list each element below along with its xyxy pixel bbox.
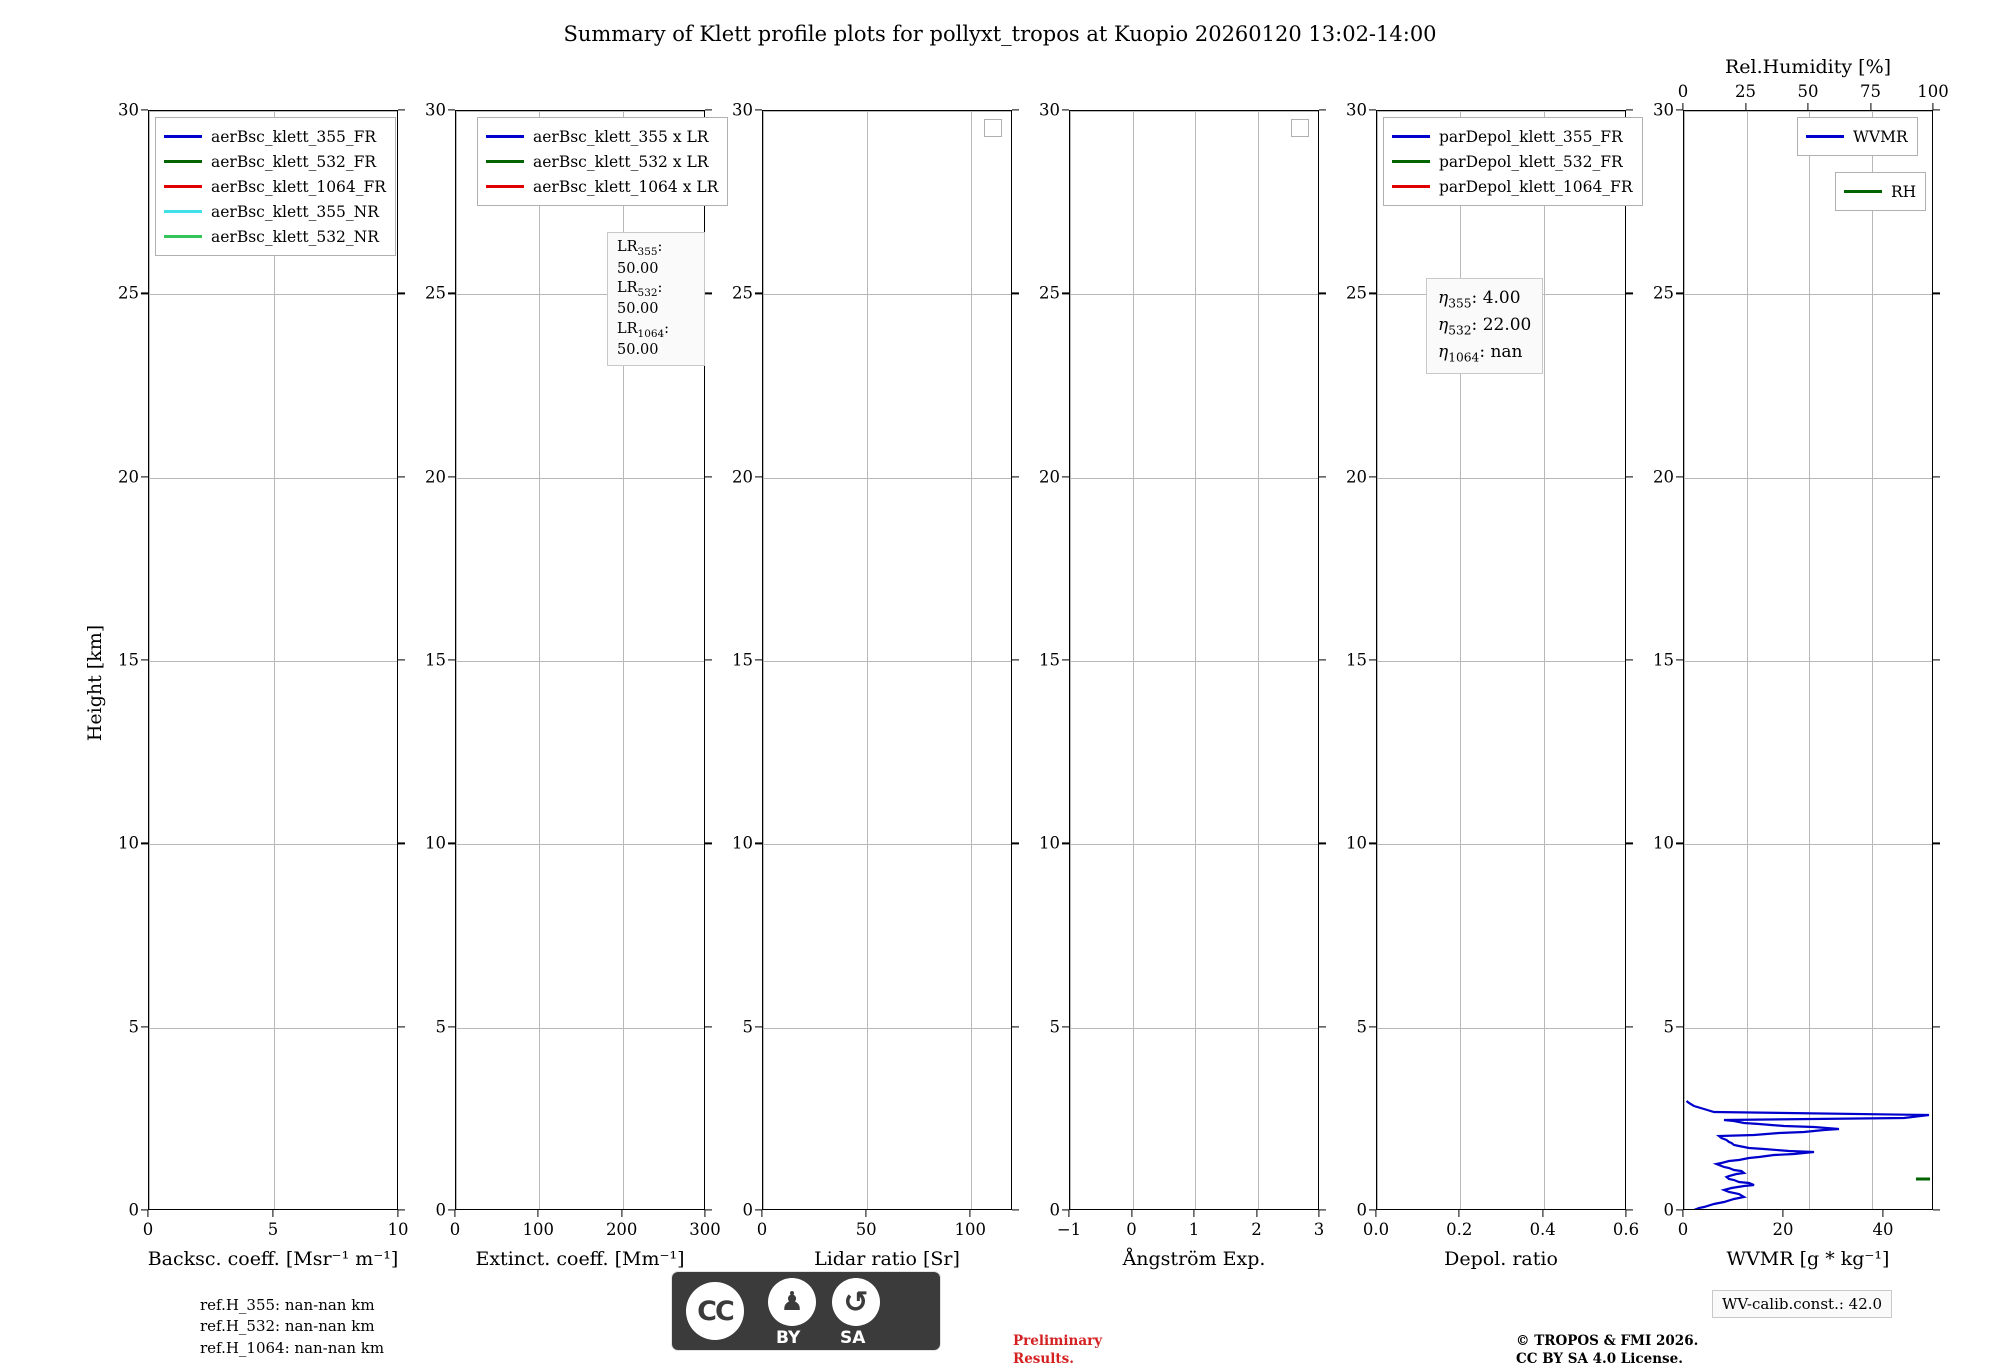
legend-label: aerBsc_klett_1064 x LR: [533, 177, 719, 196]
ytick-label: 25: [1653, 283, 1674, 303]
panel-lidar-ratio: [732, 100, 1012, 1270]
panel-wvmr-rh: [1653, 56, 1949, 1270]
x-axis-label-lidar-ratio: Lidar ratio [Sr]: [814, 1248, 960, 1270]
cc-license-badge: [672, 1272, 940, 1350]
ytick-label: 10: [1039, 833, 1060, 853]
ref-h-1064: ref.H_1064: nan-nan km: [200, 1338, 385, 1357]
legend-label: parDepol_klett_532_FR: [1439, 152, 1623, 171]
legend-depol-ratio: [1383, 117, 1643, 206]
ytick-label: 20: [118, 467, 139, 487]
wv-calibration-note: WV-calib.const.: 42.0: [1712, 1290, 1892, 1318]
ytick-label: 10: [732, 833, 753, 853]
lr355-row: $LR_{355}$: 50.00: [617, 239, 663, 277]
ytick-label: 15: [1039, 650, 1060, 670]
xtick-label: 2: [1251, 1220, 1262, 1239]
xtick-label: 100: [954, 1220, 987, 1239]
xtick-label: 300: [689, 1220, 721, 1239]
legend-item: [1844, 179, 1916, 204]
ytick-label: 5: [128, 1017, 139, 1037]
ref-h-532: ref.H_532: nan-nan km: [200, 1317, 375, 1336]
xtick-label: 0: [449, 1220, 461, 1239]
legend-label: parDepol_klett_355_FR: [1439, 127, 1623, 146]
lr355-value: 50.00: [617, 260, 659, 277]
figure-title: Summary of Klett profile plots for pollyxt_tropos at Kuopio 20260120 13:02-14:00: [563, 22, 1437, 46]
cc-sa-share-alike-icon: ↺: [832, 1278, 880, 1326]
legend-label: aerBsc_klett_1064_FR: [211, 177, 386, 196]
legend-label: RH: [1891, 182, 1917, 201]
xtick-label: 1: [1188, 1220, 1200, 1239]
ytick-label: 0: [1663, 1200, 1674, 1220]
cc-by-person-icon: ♟: [768, 1278, 816, 1326]
ytick-label: 10: [118, 833, 139, 853]
ytick-label: 25: [732, 283, 753, 303]
ytick-label: 5: [742, 1017, 753, 1037]
plot-area-angstrom: [1069, 110, 1319, 1210]
xtick-label: 5: [267, 1220, 279, 1239]
eta1064-value: nan: [1490, 341, 1523, 362]
xtick-label: −1: [1056, 1220, 1082, 1239]
top-xtick-label: 50: [1797, 82, 1819, 101]
legend-angstrom-empty: [1291, 119, 1309, 137]
top-xtick-label: 0: [1677, 82, 1689, 101]
plot-area-lidar-ratio: [762, 110, 1012, 1210]
rh-series-curve: [1684, 111, 1933, 1210]
lr532-value: 50.00: [617, 301, 659, 318]
preliminary-results-note: [1013, 1332, 1102, 1368]
legend-rh: [1835, 172, 1926, 211]
ytick-label: 25: [118, 283, 139, 303]
eta1064-row: $\eta_{1064}$: nan: [1438, 341, 1523, 364]
ytick-label: 10: [425, 833, 446, 853]
ytick-label: 30: [732, 100, 753, 120]
xtick-label: 0.6: [1612, 1220, 1640, 1239]
y-axis-label: Height [km]: [84, 624, 106, 742]
panel-extinction: [425, 100, 721, 1270]
ytick-label: 20: [1346, 467, 1367, 487]
ytick-label: 5: [1049, 1017, 1060, 1037]
legend-label: aerBsc_klett_532 x LR: [533, 152, 709, 171]
lr1064-value: 50.00: [617, 342, 659, 359]
top-xtick-label: 75: [1860, 82, 1881, 101]
top-xtick-label: 25: [1735, 82, 1756, 101]
legend-swatch-532fr: [164, 160, 202, 162]
ytick-label: 30: [1653, 100, 1674, 120]
copyright-line-2: CC BY SA 4.0 License.: [1516, 1351, 1683, 1368]
legend-label: aerBsc_klett_532_FR: [211, 152, 377, 171]
legend-item: [164, 174, 386, 199]
ytick-label: 30: [1346, 100, 1367, 120]
legend-item: [164, 149, 386, 174]
xtick-label: 0: [1677, 1220, 1689, 1239]
xtick-label: 20: [1772, 1220, 1794, 1239]
top-xtick-label: 100: [1917, 82, 1949, 101]
legend-item: [164, 124, 386, 149]
ytick-label: 5: [1663, 1017, 1674, 1037]
legend-lidar-ratio-empty: [984, 119, 1002, 137]
ytick-label: 0: [1049, 1200, 1060, 1220]
legend-swatch-355fr: [164, 135, 202, 137]
legend-swatch-pardepol532: [1392, 160, 1430, 162]
legend-swatch-355lr: [486, 135, 524, 137]
top-axis-label-rh: Rel.Humidity [%]: [1724, 56, 1892, 78]
legend-item: [1392, 124, 1633, 149]
legend-label: aerBsc_klett_355 x LR: [533, 127, 709, 146]
ytick-label: 25: [1346, 283, 1367, 303]
ytick-label: 5: [435, 1017, 446, 1037]
ytick-label: 15: [732, 650, 753, 670]
xtick-label: 0.4: [1529, 1220, 1556, 1239]
cc-logo-icon: CC: [686, 1282, 744, 1340]
ytick-label: 30: [425, 100, 446, 120]
xtick-label: 0: [1126, 1220, 1137, 1239]
legend-swatch-532lr: [486, 160, 524, 162]
lr532-row: $LR_{532}$: 50.00: [617, 279, 663, 318]
legend-extinction: [477, 117, 728, 206]
ytick-label: 25: [1039, 283, 1060, 303]
xtick-label: 3: [1313, 1220, 1325, 1239]
xtick-label: 0: [756, 1220, 768, 1239]
preliminary-line-2: Results.: [1013, 1351, 1074, 1368]
xtick-label: 0.0: [1362, 1220, 1390, 1239]
eta532-row: $\eta_{532}$: 22.00: [1438, 314, 1532, 338]
xtick-label: 100: [522, 1220, 555, 1239]
legend-swatch-1064fr: [164, 185, 202, 187]
lidar-ratio-annotation: [607, 232, 705, 366]
ytick-label: 0: [742, 1200, 753, 1220]
ytick-label: 20: [1653, 467, 1674, 487]
ytick-label: 30: [1039, 100, 1060, 120]
ytick-label: 15: [425, 650, 446, 670]
ytick-label: 10: [1346, 833, 1367, 853]
xtick-label: 200: [605, 1220, 638, 1239]
ytick-label: 0: [435, 1200, 446, 1220]
legend-swatch-1064lr: [486, 185, 524, 187]
legend-label: aerBsc_klett_355_FR: [211, 127, 377, 146]
xtick-label: 0.2: [1446, 1220, 1473, 1239]
copyright-note: [1516, 1332, 1698, 1368]
legend-item: [1392, 149, 1633, 174]
ytick-label: 20: [732, 467, 753, 487]
legend-item: [486, 149, 718, 174]
legend-item: [486, 174, 718, 199]
ytick-label: 0: [1356, 1200, 1367, 1220]
preliminary-line-1: Preliminary: [1013, 1333, 1103, 1349]
ytick-label: 0: [128, 1200, 139, 1220]
plot-area-depol-ratio: [1376, 110, 1626, 1210]
cc-by-label: BY: [776, 1328, 801, 1348]
panel-depol-ratio: [1346, 100, 1640, 1270]
ytick-label: 15: [1346, 650, 1367, 670]
legend-swatch-pardepol1064: [1392, 185, 1430, 187]
legend-wvmr: [1797, 117, 1918, 156]
legend-label: WVMR: [1853, 127, 1908, 146]
eta355-value: 4.00: [1482, 288, 1521, 308]
ytick-label: 20: [1039, 467, 1060, 487]
x-axis-label-angstrom: Ångström Exp.: [1122, 1248, 1266, 1270]
legend-swatch-532nr: [164, 235, 202, 237]
x-axis-label-depol-ratio: Depol. ratio: [1444, 1248, 1558, 1270]
plot-area-backscatter: [148, 110, 398, 1210]
xtick-label: 40: [1872, 1220, 1894, 1239]
ytick-label: 25: [425, 283, 446, 303]
xtick-label: 50: [855, 1220, 877, 1239]
legend-label: aerBsc_klett_355_NR: [211, 202, 379, 221]
legend-item: [486, 124, 718, 149]
ytick-label: 5: [1356, 1017, 1367, 1037]
cc-sa-label: SA: [840, 1328, 866, 1348]
panel-angstrom: [1039, 100, 1325, 1270]
x-axis-label-extinction: Extinct. coeff. [Mm⁻¹]: [475, 1248, 685, 1270]
plot-area-wvmr-rh: [1683, 110, 1933, 1210]
legend-item: [164, 199, 386, 224]
ref-h-355: ref.H_355: nan-nan km: [200, 1296, 375, 1314]
panel-backscatter: [118, 100, 409, 1270]
eta-annotation: [1426, 278, 1543, 374]
eta355-row: $\eta_{355}$: 4.00: [1438, 288, 1521, 311]
eta532-value: 22.00: [1482, 314, 1532, 335]
ytick-label: 30: [118, 100, 139, 120]
legend-item: [1806, 124, 1908, 149]
ytick-label: 15: [1653, 650, 1674, 670]
ytick-label: 15: [118, 650, 139, 670]
legend-backscatter: [155, 117, 396, 256]
ytick-label: 20: [425, 467, 446, 487]
copyright-line-1: © TROPOS & FMI 2026.: [1516, 1333, 1699, 1349]
x-axis-label-backscatter: Backsc. coeff. [Msr⁻¹ m⁻¹]: [147, 1248, 399, 1270]
ytick-label: 10: [1653, 833, 1674, 853]
reference-height-note: [200, 1295, 384, 1359]
legend-label: aerBsc_klett_532_NR: [211, 227, 379, 246]
lr1064-row: $LR_{1064}$: 50.00: [617, 320, 670, 359]
legend-label: parDepol_klett_1064_FR: [1439, 177, 1633, 196]
legend-item: [164, 224, 386, 249]
xtick-label: 0: [142, 1220, 154, 1239]
legend-swatch-pardepol355: [1392, 135, 1430, 137]
legend-swatch-wvmr: [1806, 135, 1844, 137]
legend-swatch-rh: [1844, 190, 1882, 192]
xtick-label: 10: [387, 1220, 409, 1239]
x-axis-label-wvmr: WVMR [g * kg⁻¹]: [1726, 1248, 1890, 1270]
legend-item: [1392, 174, 1633, 199]
legend-swatch-355nr: [164, 210, 202, 212]
